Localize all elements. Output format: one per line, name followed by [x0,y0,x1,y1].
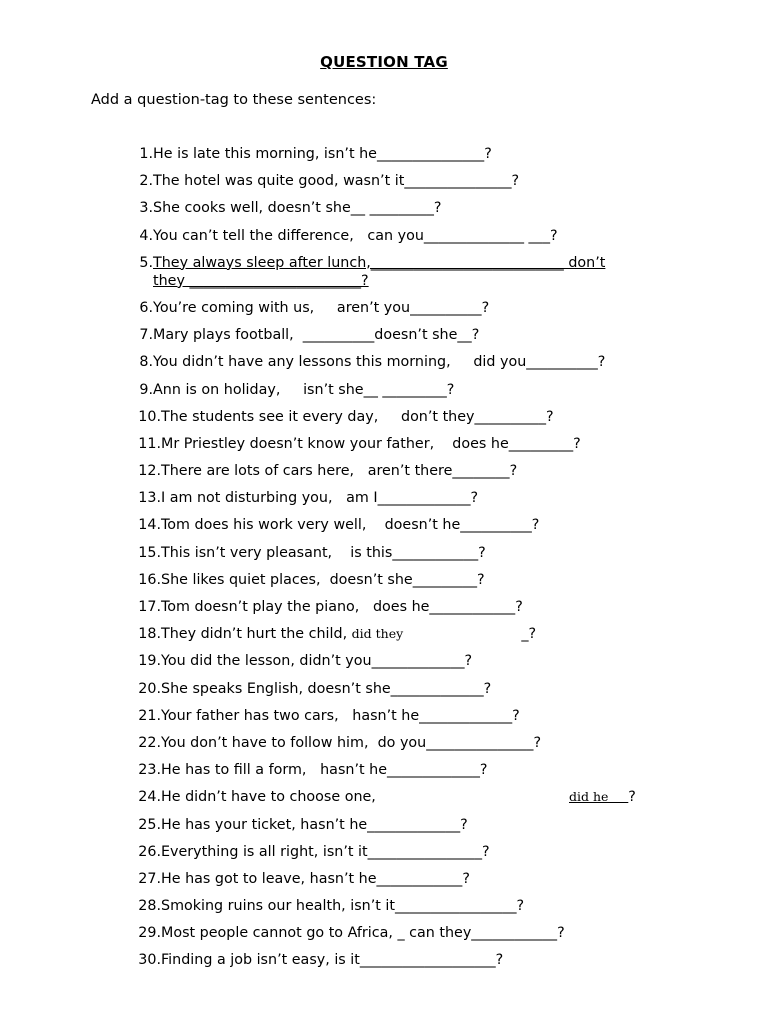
item-number: 24. [138,789,161,806]
item-text-prompt: They didn’t hurt the child, [161,626,352,643]
list-item [130,516,650,534]
list-item [130,707,650,725]
list-item [130,680,650,698]
item-text: He has got to leave, hasn’t he____________? [161,870,470,887]
item-number: 4. [139,227,153,244]
item-text: Ann is on holiday, isn’t she__ _________? [153,381,455,398]
item-text: Tom doesn’t play the piano, does he____________? [161,599,523,615]
item-number: 28. [138,898,161,915]
list-item [130,870,650,888]
item-text: He is late this morning, isn’t he_______________? [153,146,492,162]
item-number: 12. [138,463,161,480]
instruction-text: Add a question-tag to these sentences: [91,92,377,108]
item-text [153,254,650,290]
list-item [130,843,650,861]
item-text: You don’t have to follow him, do you_______________? [161,734,542,751]
list-item [130,625,650,643]
item-text-end: _? [403,626,537,643]
list-item [130,326,650,344]
item-text: This isn’t very pleasant, is this____________? [161,544,486,561]
list-item [130,435,650,453]
list-item [130,897,650,915]
page-title: QUESTION TAG [320,53,448,71]
item-text: You’re coming with us, aren’t you__________? [153,299,490,316]
item-text: You can’t tell the difference, can you______________ ___? [153,227,558,244]
list-item [130,652,650,670]
list-item [130,924,650,942]
item-text: Mr Priestley doesn’t know your father, does he_________? [161,435,581,452]
item-number: 26. [138,843,161,860]
item-text: You did the lesson, didn’t you_____________? [161,653,473,670]
list-item [130,299,650,317]
item-text-end: ? [628,789,636,806]
item-text: She likes quiet places, doesn’t she_________? [161,571,485,588]
handwritten-answer: did they [351,626,404,642]
item-text: The students see it every day, don’t they__________? [161,408,554,425]
item-text: Most people cannot go to Africa, _ can they____________? [161,925,565,942]
item-text: Tom does his work very well, doesn’t he__________? [161,517,540,534]
item-number: 25. [138,816,161,833]
item-number: 11. [138,435,161,452]
list-item [130,199,650,217]
item-text [161,788,650,806]
list-item [130,816,650,834]
item-number: 6. [139,299,153,316]
list-item [130,254,650,290]
item-text: Everything is all right, isn’t it________________? [161,843,490,860]
item-text: She speaks English, doesn’t she_____________? [161,680,492,697]
list-item [130,761,650,779]
item-number: 20. [138,680,161,697]
item-text-line-1: They always sleep after lunch,___________________________ don’t [153,254,606,271]
item-number: 14. [138,517,161,534]
item-number: 9. [139,381,153,398]
item-number: 10. [138,408,161,425]
item-number: 23. [138,762,161,779]
list-item [130,227,650,245]
list-item [130,381,650,399]
item-text [161,625,650,643]
item-number: 17. [138,599,161,615]
list-item [130,734,650,752]
item-text: I am not disturbing you, am I_____________? [161,490,479,507]
item-number: 5. [139,254,153,271]
item-text: Your father has two cars, hasn’t he_____________? [161,707,520,724]
item-text: The hotel was quite good, wasn’t it_______________? [153,173,520,190]
item-number: 30. [138,952,161,969]
item-number: 19. [138,653,161,670]
item-number: 21. [138,707,161,724]
handwritten-answer: did he [569,789,629,805]
item-number: 18. [138,626,161,643]
item-number: 22. [138,734,161,751]
item-text-line-2: they ________________________? [153,272,369,289]
list-item [130,408,650,426]
list-item [130,172,650,190]
list-item [130,353,650,371]
item-number: 3. [139,200,153,217]
item-number: 13. [138,490,161,507]
item-text: He has your ticket, hasn’t he_____________? [161,816,468,833]
item-number: 8. [139,354,153,371]
list-item [130,489,650,507]
item-number: 27. [138,870,161,887]
list-item [130,462,650,480]
item-number: 7. [139,327,153,344]
item-text: Smoking ruins our health, isn’t it_________________? [161,898,525,915]
item-text-prompt: He didn’t have to choose one, [161,789,376,806]
item-text: Mary plays football, __________doesn’t she__? [153,327,480,344]
item-text: There are lots of cars here, aren’t there________? [161,463,518,480]
question-list [130,145,650,979]
item-text: Finding a job isn’t easy, is it___________________? [161,952,504,969]
list-item [130,544,650,562]
list-item [130,571,650,589]
item-number: 29. [138,925,161,942]
item-number: 2. [139,173,153,190]
item-number: 1. [139,146,153,162]
list-item [130,951,650,969]
item-text: You didn’t have any lessons this morning, did you__________? [153,354,606,371]
item-number: 15. [138,544,161,561]
list-item [130,788,650,806]
item-text: He has to fill a form, hasn’t he_____________? [161,762,488,779]
list-item [130,145,650,163]
item-text: She cooks well, doesn’t she__ _________? [153,200,442,217]
list-item [130,598,650,616]
item-number: 16. [138,571,161,588]
